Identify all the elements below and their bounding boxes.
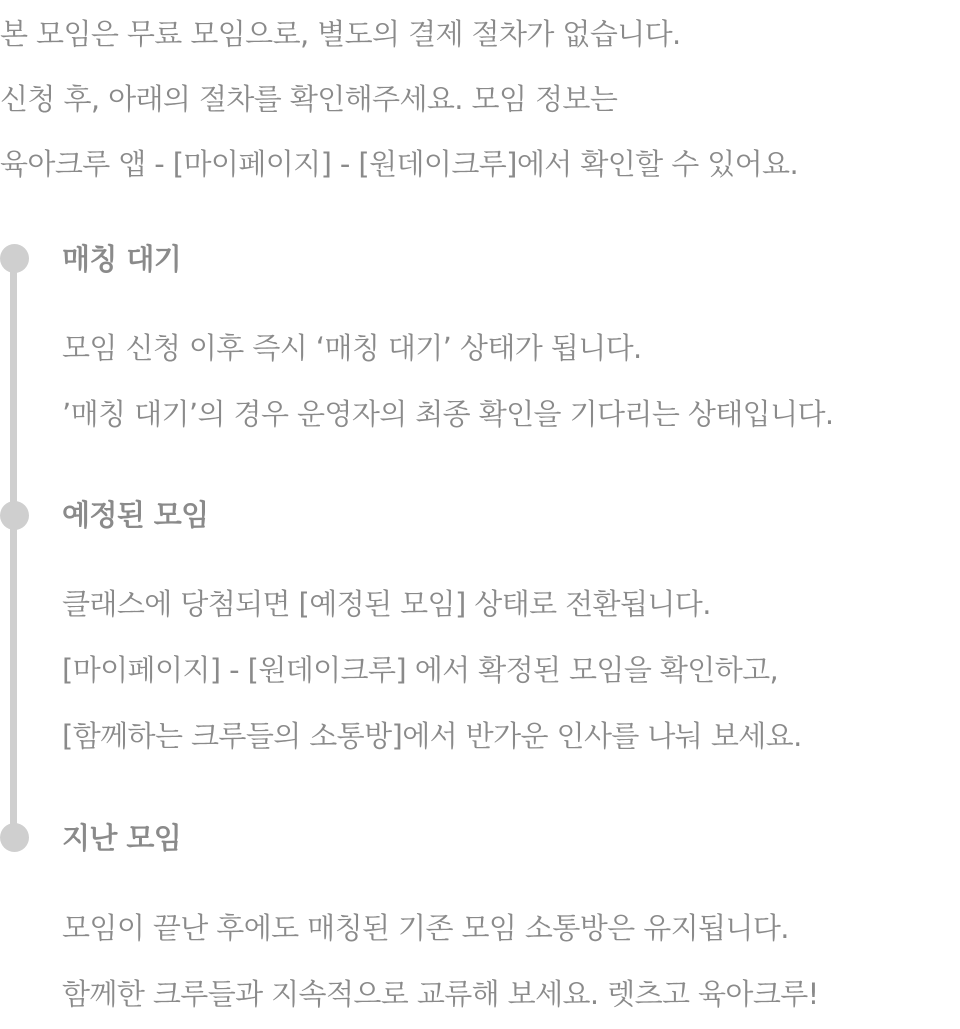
intro-line-3: 육아크루 앱 - [마이페이지] - [원데이크루]에서 확인할 수 있어요. — [0, 147, 799, 181]
intro-line-2: 신청 후, 아래의 절차를 확인해주세요. 모임 정보는 — [0, 82, 618, 116]
intro-line-1: 본 모임은 무료 모임으로, 별도의 결제 절차가 없습니다. — [0, 17, 681, 51]
step-description-line: 모임이 끝난 후에도 매칭된 기존 모임 소통방은 유지됩니다. — [62, 911, 789, 945]
step-title: 지난 모임 — [62, 821, 182, 855]
step-description-line: [마이페이지] - [원데이크루] 에서 확정된 모임을 확인하고, — [62, 653, 779, 687]
step-description-line: 함께한 크루들과 지속적으로 교류해 보세요. 렛츠고 육아크루! — [62, 977, 819, 1011]
timeline-dot — [0, 244, 29, 273]
timeline-dot — [0, 501, 29, 530]
step-description-line: 모임 신청 이후 즉시 ‘매칭 대기’ 상태가 됩니다. — [62, 331, 642, 365]
step-title: 예정된 모임 — [62, 498, 209, 532]
step-description-line: ’매칭 대기’의 경우 운영자의 최종 확인을 기다리는 상태입니다. — [62, 397, 834, 431]
step-description-line: 클래스에 당첨되면 [예정된 모임] 상태로 전환됩니다. — [62, 587, 711, 621]
step-title: 매칭 대기 — [62, 242, 182, 276]
step-description-line: [함께하는 크루들의 소통방]에서 반가운 인사를 나눠 보세요. — [62, 719, 802, 753]
timeline-bar — [10, 258, 17, 838]
timeline-dot — [0, 823, 29, 852]
